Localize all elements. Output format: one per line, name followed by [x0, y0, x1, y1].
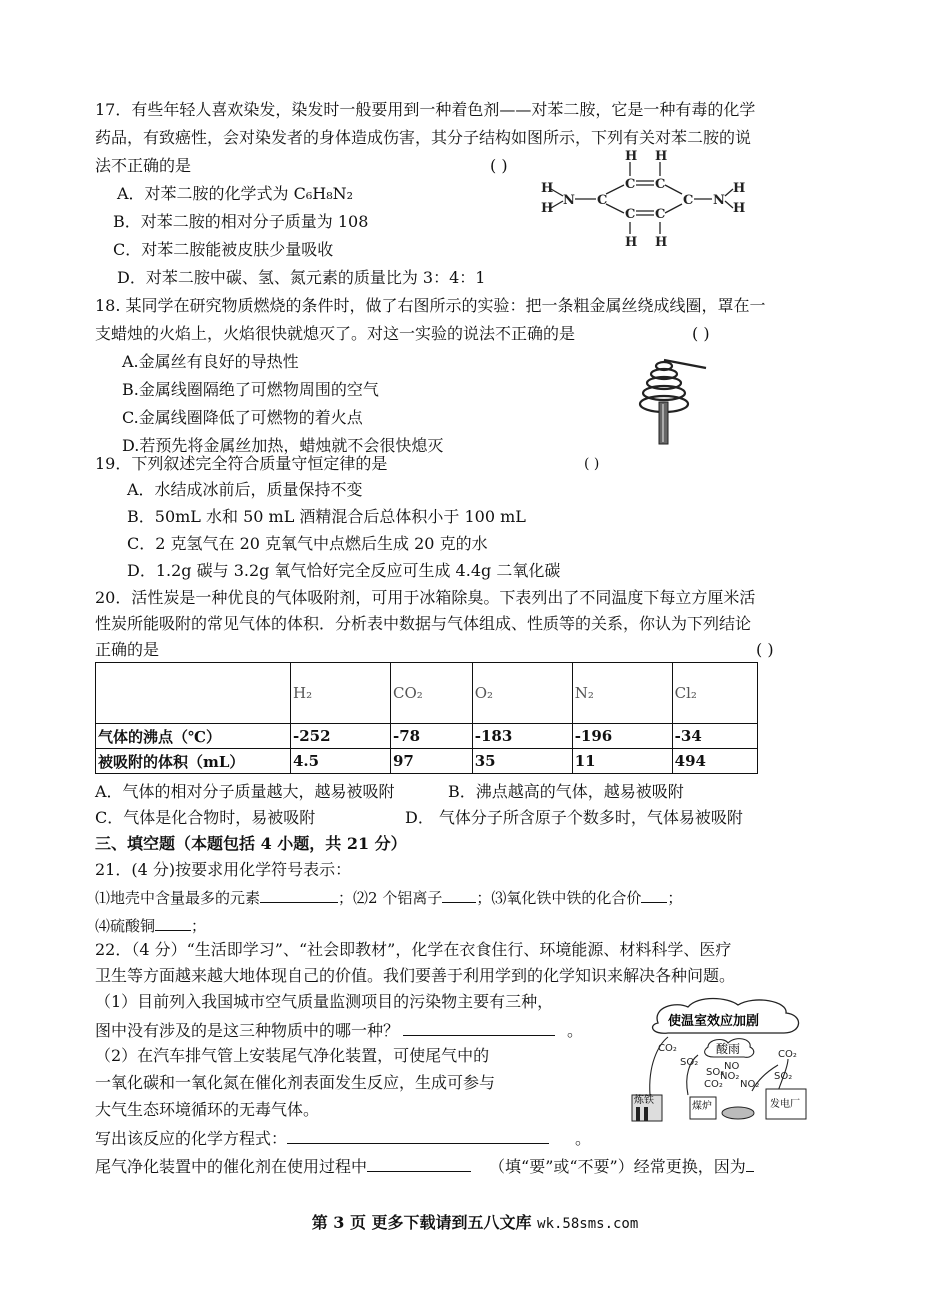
- molecule-structure-figure: [535, 146, 745, 252]
- coal-stove-label: 煤炉: [692, 1101, 712, 1112]
- q21-blank2[interactable]: [442, 886, 476, 903]
- atom-c: C: [655, 177, 666, 192]
- atom-h: H: [541, 181, 554, 196]
- q20-option-d: D． 气体分子所含原子个数多时，气体易被吸附: [405, 808, 743, 827]
- table-header-cell: [96, 663, 291, 724]
- atom-h: H: [733, 201, 745, 216]
- table-header-cell: H₂: [291, 663, 391, 724]
- q19-answer-paren: ( ): [584, 456, 600, 472]
- q17-option-c: C．对苯二胺能被皮肤少量吸收: [113, 240, 334, 259]
- q20-line3: 正确的是: [95, 640, 160, 659]
- atom-c: C: [625, 177, 636, 192]
- q22-catalyst-mid: （填“要”或“不要”）经常更换，因为: [489, 1157, 746, 1176]
- table-cell: 气体的沸点（℃）: [96, 724, 291, 749]
- section-title: 三、填空题（本题包括 4 小题，共 21 分）: [95, 834, 407, 853]
- q18-option-a: A.金属丝有良好的导热性: [122, 352, 299, 371]
- table-cell: -183: [472, 724, 572, 749]
- q21-line1: 21．(4 分)按要求用化学符号表示：: [95, 860, 352, 879]
- table-cell: -78: [390, 724, 472, 749]
- q17-line1: 17．有些年轻人喜欢染发，染发时一般要用到一种着色剂——对苯二胺，它是一种有毒的化学: [95, 100, 756, 119]
- footer-text: 第 3 页 更多下载请到五八文库: [311, 1213, 532, 1232]
- q22-p1-end: 。: [567, 1021, 584, 1040]
- table-header-cell: O₂: [472, 663, 572, 724]
- acid-rain-label: 酸雨: [716, 1042, 741, 1056]
- q17-answer-paren: ( ): [490, 156, 508, 175]
- q21-parts-line: [95, 886, 682, 908]
- pollution-diagram: [628, 995, 828, 1125]
- q21-part4-end: ；: [191, 917, 207, 935]
- q17-line3: 法不正确的是: [95, 156, 192, 175]
- q18-line1: 18. 某同学在研究物质燃烧的条件时，做了右图所示的实验：把一条粗金属丝绕成线圈，罩在一: [95, 296, 766, 315]
- q17-option-d: D．对苯二胺中碳、氢、氮元素的质量比为 3：4：1: [117, 268, 486, 287]
- q22-blank4[interactable]: [746, 1155, 754, 1172]
- atom-c: C: [597, 193, 608, 208]
- atom-h: H: [655, 149, 668, 164]
- q22-p2-line1: （2）在汽车排气管上安装尾气净化装置，可使尾气中的: [95, 1046, 490, 1065]
- q21-blank3[interactable]: [641, 886, 667, 903]
- q22-catalyst-prompt: 尾气净化装置中的催化剂在使用过程中: [95, 1157, 368, 1176]
- q21-part4: ⑷硫酸铜: [95, 917, 156, 935]
- q21-part3: ；⑶氧化铁中铁的化合价: [476, 889, 642, 907]
- q19-option-c: C．2 克氢气在 20 克氧气中点燃后生成 20 克的水: [127, 534, 488, 553]
- q19-option-b: B．50mL 水和 50 mL 酒精混合后总体积小于 100 mL: [127, 507, 526, 526]
- table-header-cell: Cl₂: [672, 663, 757, 724]
- q17-line2: 药品，有致癌性，会对染发者的身体造成伤害，其分子结构如图所示，下列有关对苯二胺的说: [95, 128, 752, 147]
- q20-line1: 20．活性炭是一种优良的气体吸附剂，可用于冰箱除臭。下表列出了不同温度下每立方厘米活: [95, 588, 756, 607]
- co2-label: CO₂: [704, 1079, 723, 1090]
- so3-label: SO₃: [706, 1067, 725, 1078]
- atom-h: H: [625, 149, 638, 164]
- q22-p2-line5: [95, 1155, 754, 1177]
- footer-url[interactable]: wk.58sms.com: [537, 1216, 639, 1232]
- q21-blank4[interactable]: [155, 914, 191, 931]
- q17-option-a: A．对苯二胺的化学式为 C₆H₈N₂: [117, 184, 354, 203]
- q22-p2-line3: 大气生态环境循环的无毒气体。: [95, 1100, 320, 1119]
- q22-line1: 22．（4 分）“生活即学习”、“社会即教材”，化学在衣食住行、环境能源、材料科学、医疗: [95, 940, 732, 959]
- q22-p2-line2: 一氧化碳和一氧化氮在催化剂表面发生反应，生成可参与: [95, 1073, 496, 1092]
- co2-label: CO₂: [658, 1043, 677, 1054]
- table-cell: 11: [572, 749, 672, 774]
- q19-option-d: D．1.2g 碳与 3.2g 氧气恰好完全反应可生成 4.4g 二氧化碳: [127, 561, 561, 580]
- q20-option-a: A．气体的相对分子质量越大，越易被吸附: [95, 782, 395, 801]
- atom-h: H: [625, 235, 638, 250]
- q18-option-b: B.金属线圈隔绝了可燃物周围的空气: [122, 380, 379, 399]
- q21-part3-end: ；: [667, 889, 683, 907]
- atom-c: C: [683, 193, 694, 208]
- q18-answer-paren: ( ): [692, 324, 710, 343]
- q17-option-b: B．对苯二胺的相对分子质量为 108: [113, 212, 369, 231]
- table-cell: 被吸附的体积（mL）: [96, 749, 291, 774]
- adsorption-table: [95, 662, 758, 774]
- q21-parts-line2: [95, 914, 206, 936]
- q19-option-a: A．水结成冰前后，质量保持不变: [127, 480, 363, 499]
- q22-p2-line4: [95, 1127, 591, 1149]
- table-header-row: [96, 663, 758, 724]
- q20-option-b: B．沸点越高的气体，越易被吸附: [448, 782, 684, 801]
- co2-label: CO₂: [778, 1049, 797, 1060]
- q22-line2: 卫生等方面越来越大地体现自己的价值。我们要善于利用学到的化学知识来解决各种问题。: [95, 966, 736, 985]
- table-cell: -252: [291, 724, 391, 749]
- atom-h: H: [733, 181, 745, 196]
- q19-line1: 19．下列叙述完全符合质量守恒定律的是: [95, 454, 388, 473]
- page-footer: [0, 1210, 950, 1233]
- q22-equation-prompt: 写出该反应的化学方程式：: [95, 1129, 288, 1148]
- so2-label: SO₂: [774, 1071, 793, 1082]
- table-row: [96, 749, 758, 774]
- q21-blank1[interactable]: [260, 886, 338, 903]
- q20-option-c: C．气体是化合物时，易被吸附: [95, 808, 316, 827]
- no-label: NO: [724, 1061, 740, 1072]
- q21-part2: ；⑵2 个铝离子: [338, 889, 443, 907]
- q22-blank2[interactable]: [287, 1127, 549, 1144]
- q22-blank3[interactable]: [367, 1155, 471, 1172]
- steel-plant-label: 炼铁: [634, 1095, 654, 1106]
- q22-blank1[interactable]: [403, 1019, 555, 1036]
- atom-c: C: [625, 207, 636, 222]
- table-header-cell: N₂: [572, 663, 672, 724]
- q22-p1-line1: （1）目前列入我国城市空气质量监测项目的污染物主要有三种，: [95, 992, 554, 1011]
- atom-n: N: [713, 193, 725, 208]
- q22-equation-end: 。: [575, 1129, 592, 1148]
- table-row: [96, 724, 758, 749]
- q18-line2: 支蜡烛的火焰上，火焰很快就熄灭了。对这一实验的说法不正确的是: [95, 324, 576, 343]
- q21-part1: ⑴地壳中含量最多的元素: [95, 889, 261, 907]
- atom-c: C: [655, 207, 666, 222]
- atom-n: N: [563, 193, 575, 208]
- table-cell: 4.5: [291, 749, 391, 774]
- atom-h: H: [541, 201, 554, 216]
- table-cell: -196: [572, 724, 672, 749]
- table-cell: -34: [672, 724, 757, 749]
- coil-candle-figure: [628, 352, 728, 452]
- table-cell: 97: [390, 749, 472, 774]
- q22-p1-question: 图中没有涉及的是这三种物质中的哪一种？: [95, 1021, 400, 1040]
- no2-label: NO₂: [740, 1079, 760, 1090]
- q18-option-d: D.若预先将金属丝加热，蜡烛就不会很快熄灭: [122, 436, 444, 455]
- q22-p1-line2: [95, 1019, 583, 1041]
- q20-line2: 性炭所能吸附的常见气体的体积．分析表中数据与气体组成、性质等的关系，你认为下列结论: [95, 614, 752, 633]
- table-cell: 35: [472, 749, 572, 774]
- table-header-cell: CO₂: [390, 663, 472, 724]
- power-plant-label: 发电厂: [770, 1099, 800, 1110]
- no2-label: NO₂: [720, 1071, 740, 1082]
- atom-h: H: [655, 235, 668, 250]
- table-cell: 494: [672, 749, 757, 774]
- so2-label: SO₂: [680, 1057, 699, 1068]
- q18-option-c: C.金属线圈降低了可燃物的着火点: [122, 408, 363, 427]
- cloud-label: 使温室效应加剧: [668, 1014, 760, 1029]
- q20-answer-paren: ( ): [756, 640, 774, 659]
